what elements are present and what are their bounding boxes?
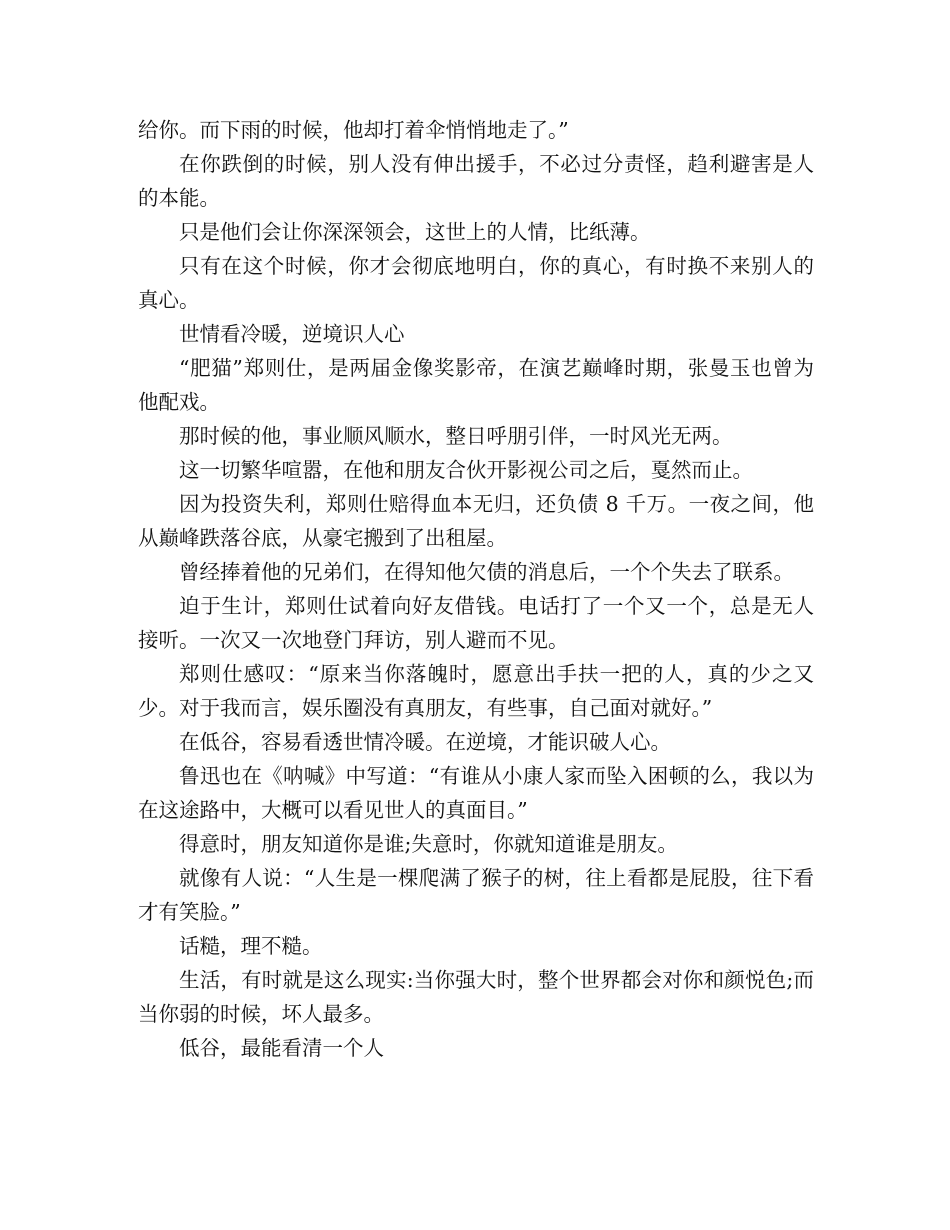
paragraph-12: 郑则仕感叹：“原来当你落魄时，愿意出手扶一把的人，真的少之又少。对于我而言，娱乐圈没有真朋友，有些事，自己面对就好。” (138, 662, 814, 720)
paragraph-1: 给你。而下雨的时候，他却打着伞悄悄地走了。” (138, 118, 569, 142)
paragraph-10: 曾经捧着他的兄弟们，在得知他欠债的消息后，一个个失去了联系。 (179, 560, 794, 584)
paragraph-4: 只有在这个时候，你才会彻底地明白，你的真心，有时换不来别人的真心。 (138, 254, 814, 312)
paragraph-3: 只是他们会让你深深领会，这世上的人情，比纸薄。 (179, 220, 651, 244)
paragraph-13: 在低谷，容易看透世情冷暖。在逆境，才能识破人心。 (179, 730, 671, 754)
paragraph-2: 在你跌倒的时候，别人没有伸出援手，不必过分责怪，趋利避害是人的本能。 (138, 152, 814, 210)
paragraph-7: 那时候的他，事业顺风顺水，整日呼朋引伴，一时风光无两。 (179, 424, 733, 448)
paragraph-14: 鲁迅也在《呐喊》中写道：“有谁从小康人家而坠入困顿的么，我以为在这途路中，大概可以看见世人的真面目。” (138, 764, 814, 822)
paragraph-11: 迫于生计，郑则仕试着向好友借钱。电话打了一个又一个，总是无人接听。一次又一次地登门拜访，别人避而不见。 (138, 594, 814, 652)
paragraph-17: 话糙，理不糙。 (179, 934, 323, 958)
paragraph-6: “肥猫”郑则仕，是两届金像奖影帝，在演艺巅峰时期，张曼玉也曾为他配戏。 (138, 356, 814, 414)
paragraph-15: 得意时，朋友知道你是谁;失意时，你就知道谁是朋友。 (179, 832, 678, 856)
section-heading: 世情看冷暖，逆境识人心 (179, 322, 405, 346)
section-heading-2: 低谷，最能看清一个人 (179, 1036, 384, 1060)
paragraph-18: 生活，有时就是这么现实:当你强大时，整个世界都会对你和颜悦色;而当你弱的时候，坏人最多。 (138, 968, 814, 1026)
document-page (138, 113, 814, 1065)
paragraph-8: 这一切繁华喧嚣，在他和朋友合伙开影视公司之后，戛然而止。 (179, 458, 753, 482)
paragraph-16: 就像有人说：“人生是一棵爬满了猴子的树，往上看都是屁股，往下看才有笑脸。” (138, 866, 814, 924)
paragraph-9: 因为投资失利，郑则仕赔得血本无归，还负债 8 千万。一夜之间，他从巅峰跌落谷底，从豪宅搬到了出租屋。 (138, 492, 814, 550)
